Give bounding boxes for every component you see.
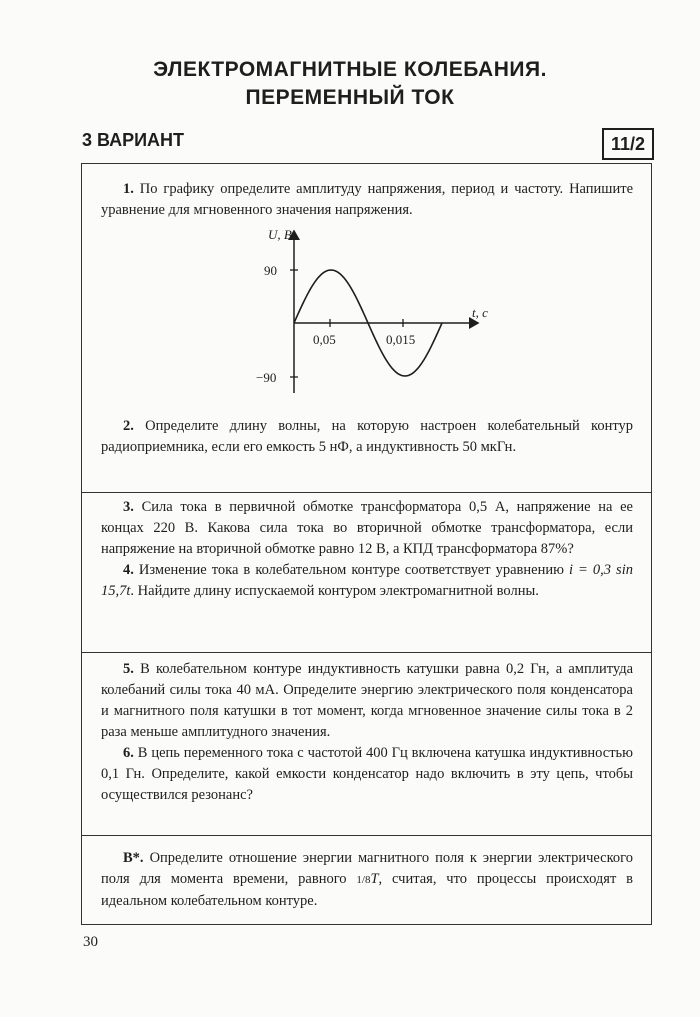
task-2: 2. Определите длину волны, на которую настроен колебательный контур радиоприемника, если его емкость 5 нФ, а индуктивность 50 мкГн. [101, 418, 633, 455]
task-bonus: В*. Определите отношение энергии магнитного поля к энергии электрического поля для момента времени, равного 1/8T, считая, что процессы происходят в идеальном колебательном контуре. [101, 850, 634, 909]
variant-code-box: 11/2 [602, 128, 654, 160]
x-axis-label: t, с [472, 305, 488, 320]
page-title [0, 56, 700, 112]
page-number: 30 [83, 934, 98, 950]
tasks-5-6 [101, 659, 633, 806]
x-tick-label-1: 0,05 [313, 332, 336, 347]
y-tick-label-top: 90 [264, 263, 277, 278]
voltage-chart [240, 225, 500, 405]
tasks-3-4 [101, 497, 633, 602]
variant-label: 3 ВАРИАНТ [82, 130, 185, 150]
title-line-1: ЭЛЕКТРОМАГНИТНЫЕ КОЛЕБАНИЯ. [153, 58, 547, 81]
task-5: 5. В колебательном контуре индуктивность катушки равна 0,2 Гн, а амплитуда колебаний силы тока 40 мА. Определите энергию электрического поля конденсатора и магнитного поля катушки в тот момент, когда мгновенное значение силы тока в 2 раза меньше амплитудного значения. [101, 661, 634, 740]
task-6: 6. В цепь переменного тока с частотой 400 Гц включена катушка индуктивностью 0,1 Гн. Определите, какой емкости конденсатор надо включить в эту цепь, чтобы осуществился резонанс? [101, 745, 634, 803]
title-line-2: ПЕРЕМЕННЫЙ ТОК [245, 86, 455, 109]
x-tick-label-2: 0,015 [386, 332, 416, 347]
y-axis-label: U, В [268, 227, 292, 242]
section-divider [81, 492, 652, 493]
task-3: 3. Сила тока в первичной обмотке трансформатора 0,5 А, напряжение на ее концах 220 В. Какова сила тока во вторичной обмотке трансформатора, если напряжение на вторичной обмотке равно 12 В, а КПД трансформатора 87%? [101, 499, 633, 557]
section-divider [81, 835, 652, 836]
task-1: 1. По графику определите амплитуду напряжения, период и частоту. Напишите уравнение для мгновенного значения напряжения. [101, 181, 633, 218]
section-divider [81, 652, 652, 653]
y-tick-label-bottom: −90 [256, 370, 277, 385]
task-4: 4. Изменение тока в колебательном контуре соответствует уравнению i = 0,3 sin 15,7t. Найдите длину испускаемой контуром электромагнитной волны. [101, 562, 633, 599]
